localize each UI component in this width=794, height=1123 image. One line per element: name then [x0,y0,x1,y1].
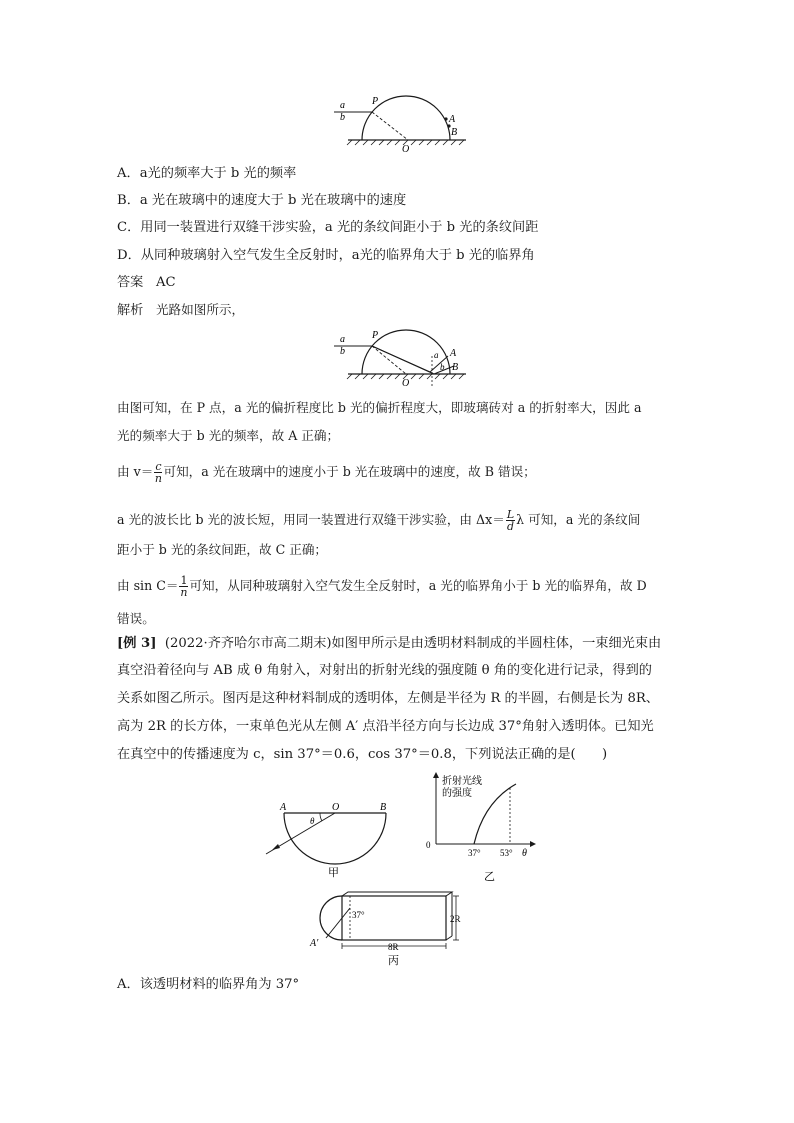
frac-num: c [155,460,162,473]
analysis-p1a: 由图可知，在 P 点，a 光的偏折程度比 b 光的偏折程度大，即玻璃砖对 a 的折射率大，因此 a [117,400,642,415]
figure-semicircle-2 [330,326,470,388]
figure-semicircle-1 [330,92,470,154]
frac-den: n [154,472,162,485]
option-1-c: C．用同一装置进行双缝干涉实验，a 光的条纹间距小于 b 光的条纹间距 [117,220,539,235]
example3-line1 [117,634,661,654]
yi-tick-37: 37° [468,848,481,858]
analysis-p4 [117,575,647,598]
analysis-p4b: 错误。 [117,611,155,626]
analysis-p3 [117,509,640,532]
answer-label: 答案 [117,275,144,290]
analysis-p3-pre: a 光的波长比 b 光的波长短，用同一装置进行双缝干涉实验，由 Δx＝ [117,512,505,527]
example3-line4: 高为 2R 的长方体，一束单色光从左侧 A′ 点沿半径方向与长边成 37°角射入透明体。已知光 [117,719,654,734]
fig2-label-B: B [452,362,459,373]
frac-num: L [506,508,515,521]
answer-line [117,273,176,293]
frac-den: n [180,586,188,599]
analysis-line [117,300,244,321]
fraction-1-over-n [179,575,188,598]
bing-angle: 37° [352,910,365,920]
analysis-p4-post: 可知，从同种玻璃射入空气发生全反射时，a 光的临界角小于 b 光的临界角，故 D [189,578,647,593]
figure-jia [262,772,402,880]
jia-label-A: A [280,802,287,813]
example3-line3: 关系如图乙所示。图丙是这种材料制成的透明体，左侧是半径为 R 的半圆，右侧是长为 8R、 [117,691,659,706]
fig1-label-a: a [340,100,345,111]
analysis-p1b: 光的频率大于 b 光的频率，故 A 正确； [117,428,340,443]
analysis-p3b: 距小于 b 光的条纹间距，故 C 正确； [117,542,328,557]
yi-xlabel: θ [522,848,527,859]
analysis-p2-pre: 由 v＝ [117,464,154,479]
example3-tag: [例 3] [117,636,157,651]
jia-label-B: B [380,802,387,813]
option-2-a: A．该透明材料的临界角为 37° [117,977,300,992]
jia-caption: 甲 [328,867,339,879]
fig1-label-A: A [449,114,456,125]
example3-text1: (2022·齐齐哈尔市高二期末)如图甲所示是由透明材料制成的半圆柱体，一束细光束由 [164,636,662,651]
analysis-label: 解析 [117,303,144,318]
fig2-label-b: b [340,346,345,357]
fig1-label-B: B [451,127,458,138]
fig2-label-A: A [450,348,457,359]
analysis-p3-post: λ 可知，a 光的条纹间 [516,512,641,527]
analysis-p2-post: 可知，a 光在玻璃中的速度小于 b 光在玻璃中的速度，故 B 错误； [163,464,536,479]
fig2-label-P: P [372,330,379,341]
bing-caption: 丙 [388,955,399,967]
fig1-label-b: b [340,112,345,123]
option-1-d: D．从同种玻璃射入空气发生全反射时，a光的临界角大于 b 光的临界角 [117,248,535,263]
fraction-L-over-d [506,509,515,532]
option-1-a: A．a光的频率大于 b 光的频率 [117,166,297,181]
analysis-p2 [117,461,536,484]
yi-ylabel-2: 的强度 [442,788,472,799]
analysis-p4-pre: 由 sin C＝ [117,578,179,593]
figure-bing [306,890,468,968]
fig1-label-P: P [372,96,379,107]
jia-theta: θ [310,816,315,826]
bing-height: 2R [450,914,461,924]
bing-point: A′ [310,938,319,949]
jia-label-O: O [332,802,340,813]
example3-line5: 在真空中的传播速度为 c，sin 37°＝0.6，cos 37°＝0.8，下列说法正确的是( ) [117,747,608,762]
example3-line2: 真空沿着径向与 AB 成 θ 角射入，对射出的折射光线的强度随 θ 角的变化进行记录，得到的 [117,663,652,678]
yi-tick-53: 53° [500,848,513,858]
frac-den: d [506,520,514,533]
fig2-label-O: O [402,378,410,388]
fraction-c-over-n [154,461,162,484]
yi-caption: 乙 [484,871,495,883]
bing-length: 8R [388,942,399,952]
option-1-b: B．a 光在玻璃中的速度大于 b 光在玻璃中的速度 [117,193,407,208]
answer-value: AC [155,275,176,290]
fig1-label-O: O [402,144,410,154]
yi-ylabel-1: 折射光线 [442,776,482,787]
yi-origin: 0 [426,840,431,850]
fig2-label-b-small: b [440,362,445,372]
analysis-intro: 光路如图所示， [155,302,245,317]
fig2-label-a: a [340,334,345,345]
fig2-label-a-small: a [434,350,439,360]
frac-num: 1 [180,574,188,587]
figure-yi [424,772,536,884]
